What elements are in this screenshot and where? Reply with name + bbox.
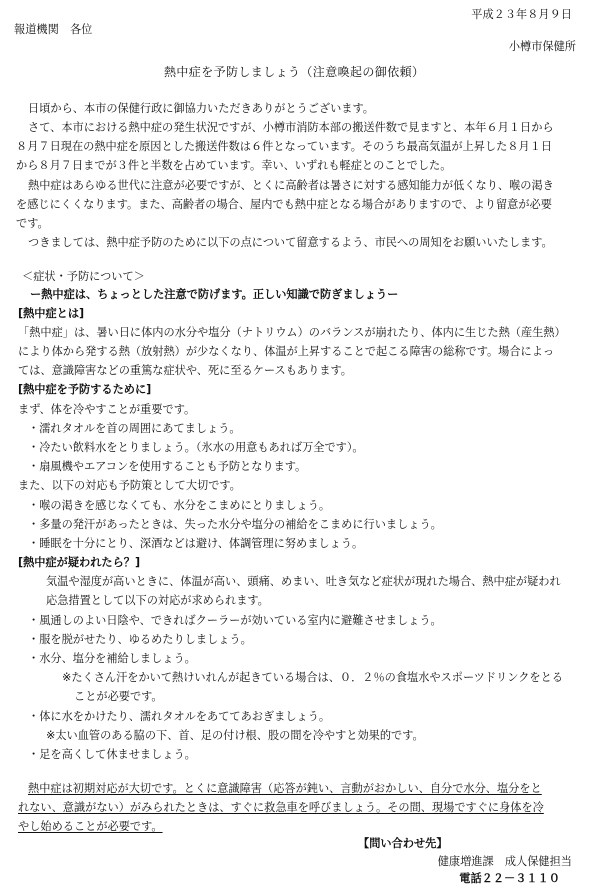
intro-line: ８月７日現在の熱中症を原因とした搬送件数は６件となっています。そのうち最高気温が上昇した８月１日: [16, 140, 553, 153]
intro-line: 熱中症はあらゆる世代に注意が必要ですが、とくに高齢者は暑さに対する感知能力が低くなり、喉の渇き: [28, 179, 554, 192]
suspect-line: ・体に水をかけたり、濡れタオルをあててあおぎましょう。: [28, 710, 331, 723]
warning-line: やし始めることが必要です。: [18, 820, 163, 833]
page-title: 熱中症を予防しましょう（注意喚起の御依頼）: [164, 65, 425, 79]
prevent-line: ・冷たい飲料水をとりましょう。（氷水の用意もあれば万全です）。: [28, 441, 364, 454]
prevent-line: まず、体を冷やすことが重要です。: [18, 403, 196, 416]
contact-department: 健康増進課 成人保健担当: [437, 855, 572, 868]
suspect-heading: [熱中症が疑われたら？]: [18, 556, 141, 569]
prevent-line: ・喉の渇きを感じなくても、水分をこまめにとりましょう。: [28, 499, 331, 512]
contact-phone: 電話２２－３１１０: [459, 872, 560, 885]
intro-line: から８月７日までが３件と半数を占めています。幸い、いずれも軽症とのことでした。: [16, 159, 452, 172]
what-line: により体から発する熱（放射熱）が少なくなり、体温が上昇することで起こる障害の総称です。場合によっ: [18, 345, 555, 358]
suspect-line: 気温や湿度が高いときに、体温が高い、頭痛、めまい、吐き気など症状が現れた場合、熱中症が疑われ: [46, 575, 561, 588]
suspect-line: ことが必要です。: [74, 690, 163, 703]
warning-line: 熱中症は初期対応が大切です。とくに意識障害（応答が鈍い、言動がおかしい、自分で水分、塩分をと: [28, 782, 542, 795]
intro-line: さて、本市における熱中症の発生状況ですが、小樽市消防本部の搬送件数で見ますと、本年６月１日から: [28, 121, 554, 134]
contact-heading: 【問い合わせ先】: [358, 837, 448, 850]
slogan: ー熱中症は、ちょっとした注意で防げます。正しい知識で防ぎましょうー: [30, 288, 399, 301]
prevent-heading: [熱中症を予防するために]: [18, 383, 152, 396]
intro-line: です。: [16, 217, 49, 230]
prevent-line: また、以下の対応も予防策として大切です。: [18, 479, 241, 492]
prevent-line: ・多量の発汗があったときは、失った水分や塩分の補給をこまめに行いましょう。: [28, 518, 442, 531]
suspect-line: ・服を脱がせたり、ゆるめたりしましょう。: [28, 633, 252, 646]
prevent-line: ・睡眠を十分にとり、深酒などは避け、体調管理に努めましょう。: [28, 537, 364, 550]
what-line: 「熱中症」は、暑い日に体内の水分や塩分（ナトリウム）のバランスが崩れたり、体内に生じた熱（産生熱）: [18, 326, 566, 339]
sender: 小樽市保健所: [508, 40, 576, 53]
warning-line: れない、意識がない）がみられたときは、すぐに救急車を呼びましょう。その間、現場ですぐに身体を冷: [18, 801, 544, 814]
what-line: ては、意識障害などの重篤な症状や、死に至るケースもあります。: [18, 364, 352, 377]
suspect-line: ※太い血管のある脇の下、首、足の付け根、股の間を冷やすと効果的です。: [46, 729, 424, 742]
suspect-line: ・足を高くして休ませましょう。: [28, 748, 196, 761]
prevent-line: ・扇風機やエアコンを使用することも予防となります。: [28, 460, 307, 473]
what-heading: [熱中症とは]: [18, 307, 85, 320]
suspect-line: 応急措置として以下の対応が求められます。: [46, 594, 269, 607]
suspect-line: ・風通しのよい日陰や、できればクーラーが効いている室内に避難させましょう。: [28, 614, 442, 627]
prevent-line: ・濡れタオルを首の周囲にあてましょう。: [28, 422, 241, 435]
intro-line: 日頃から、本市の保健行政に御協力いただきありがとうございます。: [28, 102, 374, 115]
intro-line: つきましては、熱中症予防のために以下の点について留意するよう、市民への周知をお願いいたします。: [28, 236, 553, 249]
issue-date: 平成２３年８月９日: [471, 8, 572, 21]
addressee: 報道機関 各位: [14, 23, 93, 36]
suspect-line: ・水分、塩分を補給しましょう。: [28, 652, 196, 665]
intro-line: を感じにくくなります。また、高齢者の場合、屋内でも熱中症となる場合がありますので、より留意が必要: [16, 198, 552, 211]
suspect-line: ※たくさん汗をかいて熱けいれんが起きている場合は、０．２％の食塩水やスポーツドリンクをとる: [62, 671, 563, 684]
section-heading: ＜症状・予防について＞: [22, 270, 145, 283]
